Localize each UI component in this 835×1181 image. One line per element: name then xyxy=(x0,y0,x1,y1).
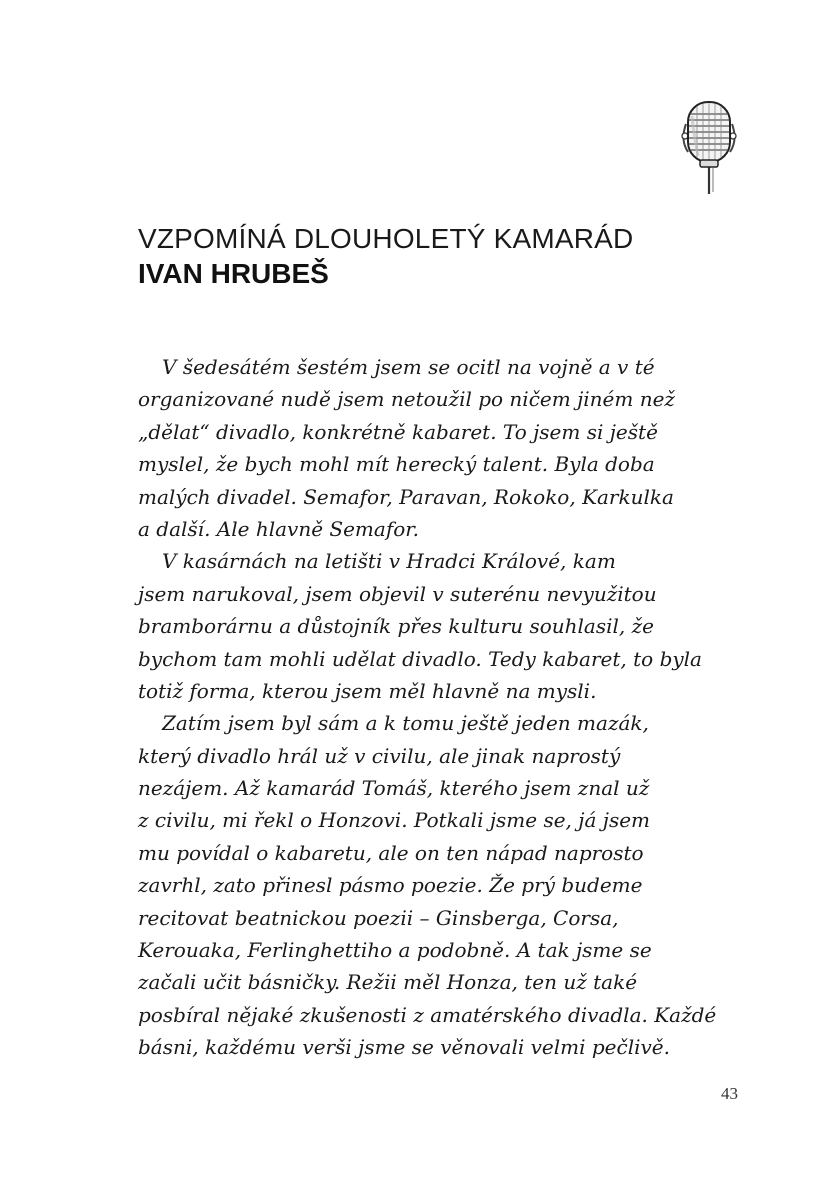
text-line: totiž forma, kterou jsem měl hlavně na mysli. xyxy=(138,678,597,703)
text-line: jsem narukoval, jsem objevil v suterénu nevyužitou xyxy=(138,581,657,606)
text-line: myslel, že bych mohl mít herecký talent. Byla doba xyxy=(138,452,655,477)
text-line: básni, každému verši jsme se věnovali velmi pečlivě. xyxy=(138,1035,671,1060)
text-line: Zatím jsem byl sám a k tomu ještě jeden mazák, xyxy=(162,711,649,736)
text-line: začali učit básničky. Režii měl Honza, ten už také xyxy=(138,970,638,995)
chapter-author-name: IVAN HRUBEŠ xyxy=(138,258,329,289)
text-line: recitovat beatnickou poezii – Ginsberga, Corsa, xyxy=(138,905,619,930)
chapter-subtitle: VZPOMÍNÁ DLOUHOLETÝ KAMARÁD xyxy=(138,223,634,254)
text-line: a další. Ale hlavně Semafor. xyxy=(138,516,419,541)
microphone-icon xyxy=(678,96,740,196)
text-line: mu povídal o kabaretu, ale on ten nápad naprosto xyxy=(138,840,644,865)
body-text xyxy=(138,351,743,1064)
text-line: z civilu, mi řekl o Honzovi. Potkali jsme se, já jsem xyxy=(138,808,651,833)
text-line: bychom tam mohli udělat divadlo. Tedy kabaret, to byla xyxy=(138,646,702,671)
text-line: V šedesátém šestém jsem se ocitl na vojně a v té xyxy=(162,355,655,379)
text-line: Kerouaka, Ferlinghettiho a podobně. A tak jsme se xyxy=(138,938,652,963)
page-number: 43 xyxy=(721,1084,738,1103)
text-line: bramborárnu a důstojník přes kulturu souhlasil, že xyxy=(138,614,654,639)
text-line: malých divadel. Semafor, Paravan, Rokoko, Karkulka xyxy=(138,484,674,509)
text-line: zavrhl, zato přinesl pásmo poezie. Že prý budeme xyxy=(138,873,643,898)
text-line: který divadlo hrál už v civilu, ale jinak naprostý xyxy=(138,743,621,768)
text-line: V kasárnách na letišti v Hradci Králové, kam xyxy=(162,549,616,574)
text-line: „dělat“ divadlo, konkrétně kabaret. To jsem si ještě xyxy=(138,419,658,444)
text-line: posbíral nějaké zkušenosti z amatérského divadla. Každé xyxy=(138,1002,717,1027)
chapter-heading xyxy=(138,222,633,292)
text-line: nezájem. Až kamarád Tomáš, kterého jsem znal už xyxy=(138,776,650,801)
text-line: organizované nudě jsem netoužil po ničem jiném než xyxy=(138,387,675,412)
